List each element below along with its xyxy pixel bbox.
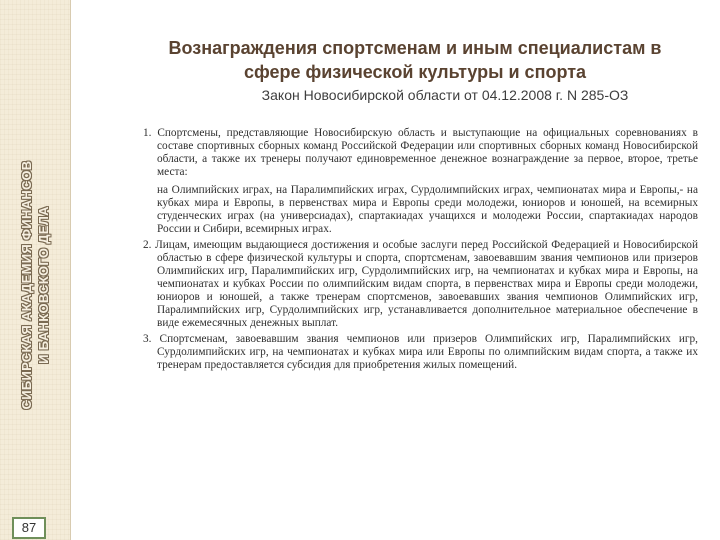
paragraph-2: 2. Лицам, имеющим выдающиеся достижения и особые заслуги перед Российской Федерацией и Новосибирской областью в сфере физической культуры и спорта, спортсменам, завоевавшим звания чемпионов или призеров Олимпийских игр, Паралимпийских игр, Сурдолимпийских игр, на чемпионатах и кубках мира и Европы, на чемпионатах и кубках России по олимпийским видам спорта, в первенствах мира и Европы среди молодежи, юниоров и юношей, а также тренерам спортсменов, завоевавших звания чемпионов Олимпийских игр, Паралимпийских игр, Сурдолимпийских игр, устанавливается дополнительное материальное обеспечение в виде ежемесячных денежных выплат. (143, 239, 698, 329)
side-label-line1: СИБИРСКАЯ АКАДЕМИЯ ФИНАНСОВ (19, 160, 34, 410)
side-label-text (18, 95, 52, 475)
page-title (110, 36, 720, 84)
page-number: 87 (12, 517, 46, 539)
law-reference: Закон Новосибирской области от 04.12.2008 г. N 285-ОЗ (261, 87, 629, 103)
paragraph-1-detail: на Олимпийских играх, на Паралимпийских играх, Сурдолимпийских играх, чемпионатах мира и Европы,- на кубках мира и Европы, в первенствах мира и Европы среди молодежи, юниоров и юношей, на всемирных студенческих играх (на универсиадах), спартакиадах учащихся и молодежи России, спартакиадах народов России и Сибири, всемирных играх. (157, 184, 698, 235)
page-title-line1: Вознаграждения спортсменам и иным специалистам в (168, 38, 662, 58)
paragraph-3: 3. Спортсменам, завоевавшим звания чемпионов или призеров Олимпийских игр, Паралимпийских игр, Сурдолимпийских игр, на чемпионатах и кубках мира или Европы по олимпийским видам спорта, а также их тренерам предоставляется субсидия для приобретения жилых помещений. (143, 333, 698, 371)
page-title-line2: сфере физической культуры и спорта (243, 62, 587, 82)
side-label (0, 0, 70, 540)
body-text (143, 127, 698, 372)
paragraph-1-intro: 1. Спортсмены, представляющие Новосибирскую область и выступающие на официальных соревнованиях в составе спортивных сборных команд Российской Федерации или спортивных сборных команд Новосибирской области, а также их тренеры получают единовременное денежное вознаграждение за первое, второе, третье места: (143, 127, 698, 178)
side-label-line2: И БАНКОВСКОГО ДЕЛА (36, 206, 51, 364)
